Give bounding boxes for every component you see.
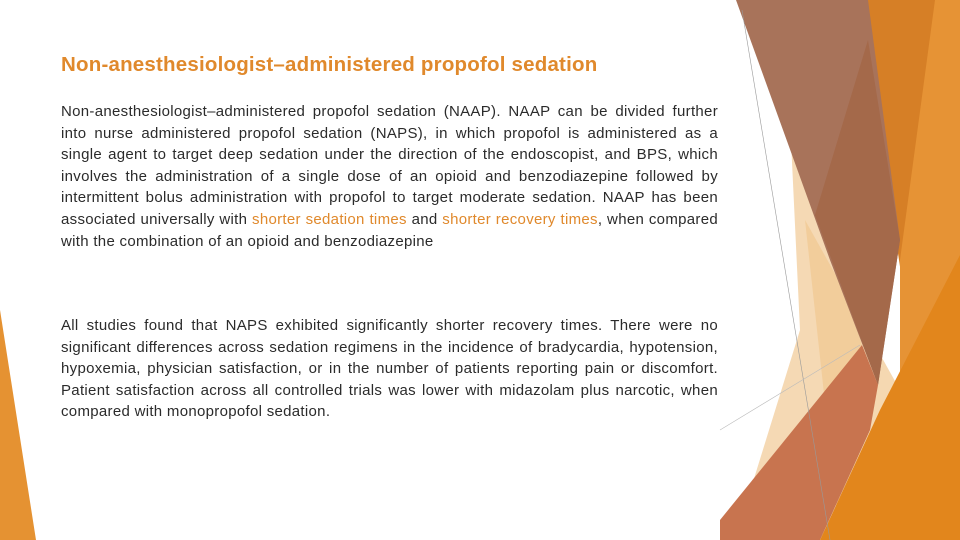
slide-title: Non-anesthesiologist–administered propofol sedation	[61, 53, 598, 76]
highlight-sedation-times: shorter sedation times	[252, 210, 407, 228]
paragraph-text: Non-anesthesiologist–administered propofol sedation (NAAP). NAAP can be divided further into nurse administered propofol sedation (NAPS), in which propofol is administered as a single agent to target deep sedation under the direction of the endoscopist, and BPS, which involves the administration of a single dose of an opioid and benzodiazepine followed by intermittent bolus administration with propofol to target moderate sedation. NAAP has been associated universally with	[61, 103, 718, 228]
paragraph-text: , when compared with the combination of an opioid and benzodiazepine	[61, 210, 718, 250]
left-orange-triangle	[0, 310, 36, 540]
paragraph-text: and	[406, 210, 443, 228]
paragraph-naap	[61, 101, 718, 252]
paragraph-studies: All studies found that NAPS exhibited significantly shorter recovery times. There were no significant differences across sedation regimens in the incidence of bradycardia, hypotension, hypoxemia, physician satisfaction, or in the number of patients reporting pain or discomfort. Patient satisfaction across all controlled trials was lower with midazolam plus narcotic, when compared with monopropofol sedation.	[61, 317, 718, 421]
highlight-recovery-times: shorter recovery times	[442, 210, 598, 228]
